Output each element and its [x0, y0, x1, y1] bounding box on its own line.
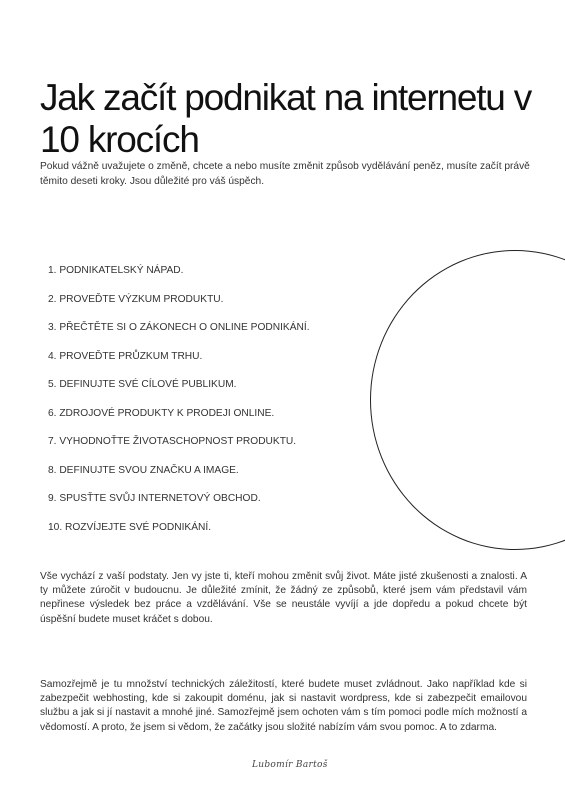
body-paragraph: Samozřejmě je tu množství technických záležitostí, které budete muset zvládnout. Jako například kde si zabezpečit webhosting, kde si zakoupit doménu, jak si nastavit wordpress, kde si zabezpečit emailovou službu a jak si jí nastavit a mnohé jiné. Samozřejmě jsem ochoten vám s tím pomoci podle mích možností a vědomostí. A proto, že jsem si vědom, že začátky jsou složité nabízím vám svou pomoc. A to zdarma. — [40, 679, 527, 733]
step-item: 2. PROVEĎTE VÝZKUM PRODUKTU. — [48, 293, 224, 305]
decorative-circle — [370, 250, 565, 550]
steps-list — [48, 264, 378, 549]
step-item: 5. DEFINUJTE SVÉ CÍLOVÉ PUBLIKUM. — [48, 379, 237, 390]
body-paragraph: Vše vychází z vaší podstaty. Jen vy jste ti, kteří mohou změnit svůj život. Máte jisté zkušenosti a znalosti. A ty můžete zúročit v budoucnu. Je důležité zmínit, že žádný ze způsobů, které jsem vám představil vám nepřinese výsledek bez práce a vzdělávání. Vše se neustále vyvíjí a jde dopředu a pokud chcete být úspěšní budete muset kráčet s dobou. — [40, 571, 527, 625]
signature: Lubomír Bartoš — [252, 760, 328, 770]
step-item: 8. DEFINUJTE SVOU ZNAČKU A IMAGE. — [48, 464, 239, 476]
step-item: 4. PROVEĎTE PRŮZKUM TRHU. — [48, 350, 203, 362]
step-item: 6. ZDROJOVÉ PRODUKTY K PRODEJI ONLINE. — [48, 407, 275, 419]
step-item: 3. PŘEČTĚTE SI O ZÁKONECH O ONLINE PODNIKÁNÍ. — [48, 322, 310, 333]
step-item: 7. VYHODNOŤTE ŽIVOTASCHOPNOST PRODUKTU. — [48, 436, 297, 447]
step-item: 9. SPUSŤTE SVŮJ INTERNETOVÝ OBCHOD. — [48, 493, 261, 504]
step-item: 10. ROZVÍJEJTE SVÉ PODNIKÁNÍ. — [48, 521, 212, 533]
step-item: 1. PODNIKATELSKÝ NÁPAD. — [48, 265, 184, 276]
page-title: Jak začít podnikat na internetu v 10 krocích — [40, 76, 532, 160]
intro-paragraph: Pokud vážně uvažujete o změně, chcete a nebo musíte změnit způsob vydělávání peněz, musíte začít právě těmito deseti kroky. Jsou důležité pro váš úspěch. — [40, 161, 530, 187]
